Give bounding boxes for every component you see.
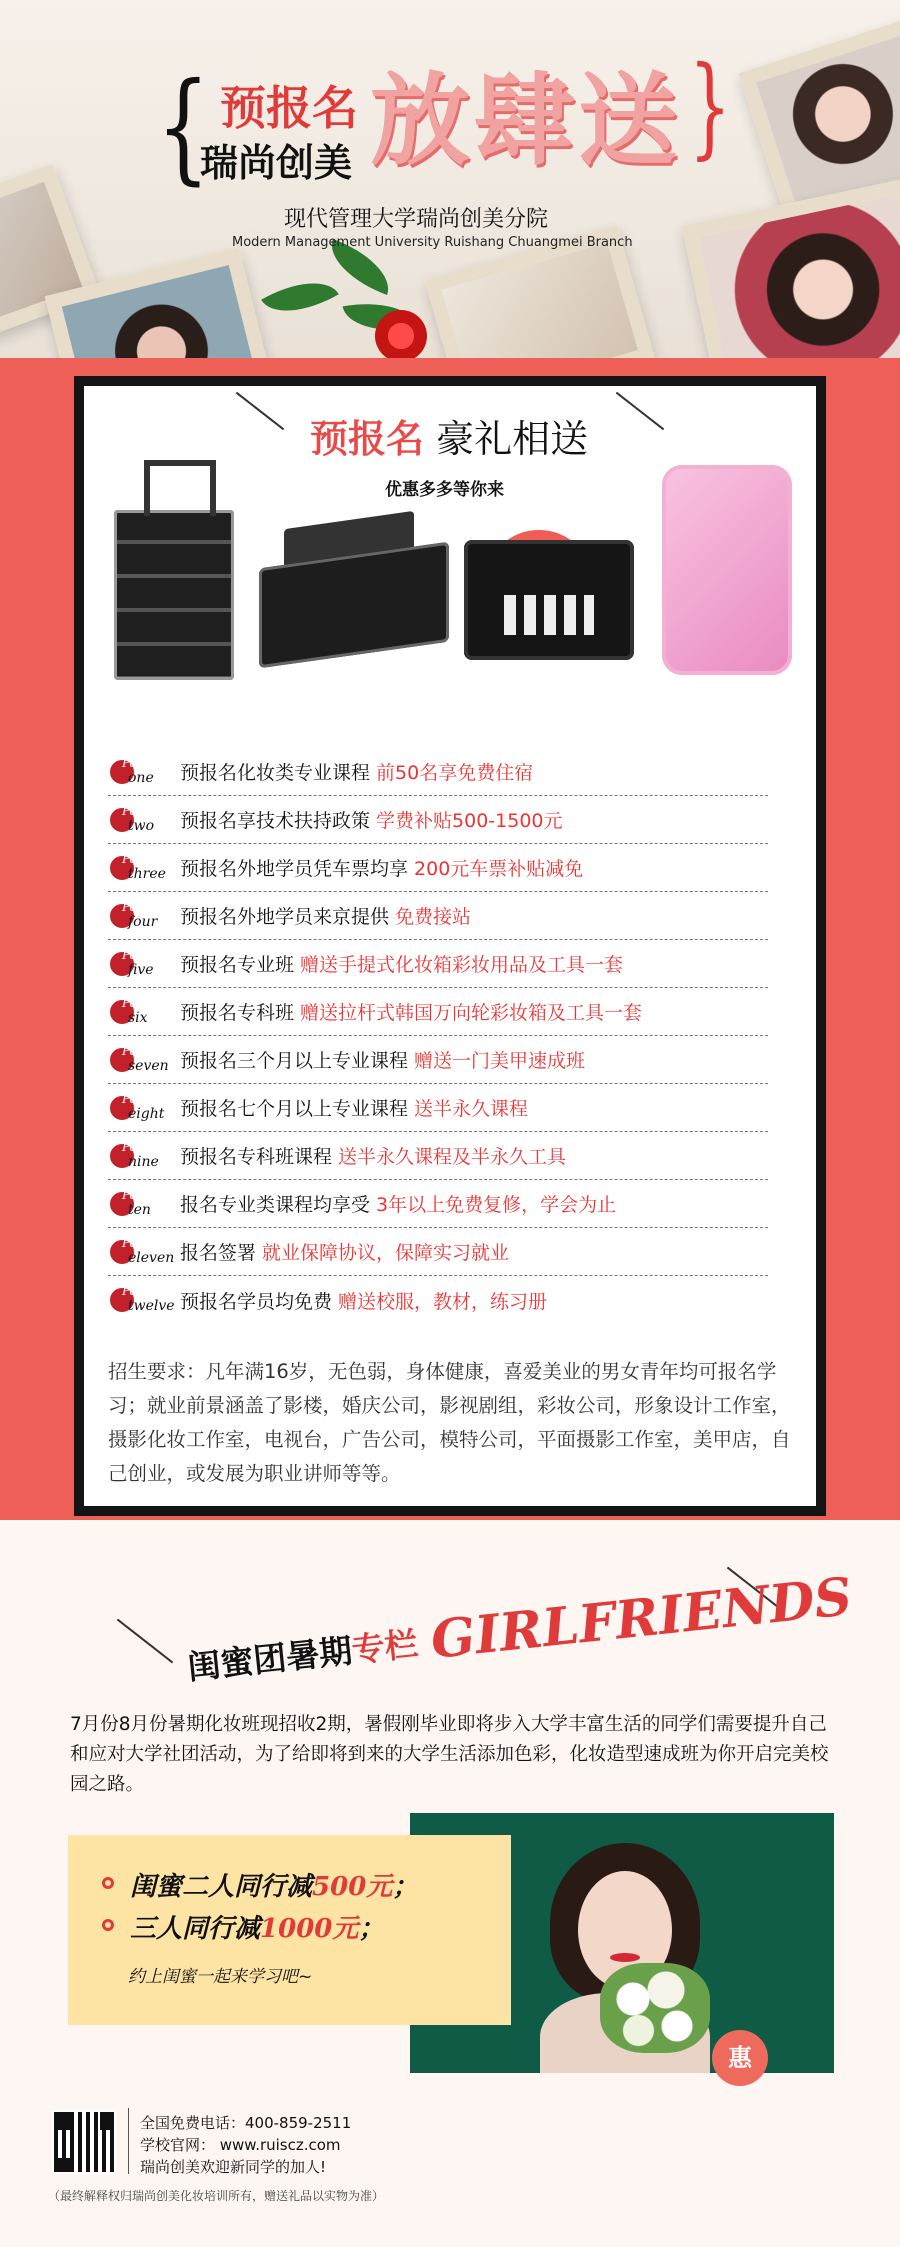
girlfriends-english: GIRLFRIENDS: [427, 1566, 855, 1671]
offer-invite: 约上闺蜜一起来学习吧~: [128, 1967, 313, 1987]
benefit-highlight: 赠送拉杆式韩国万向轮彩妆箱及工具一套: [300, 1002, 643, 1024]
header-line1: 预报名: [220, 81, 358, 135]
bullet-icon: [102, 1877, 114, 1889]
offer-two-people: 闺蜜二人同行减500元；: [130, 1872, 419, 1902]
benefit-text: 预报名三个月以上专业课程: [180, 1050, 409, 1072]
pink-suitcase-image: [662, 465, 792, 675]
part-badge-icon: Part two: [108, 802, 180, 838]
footer-site[interactable]: 学校官网： www.ruiscz.com: [140, 2136, 341, 2154]
brace-icon: {: [156, 58, 210, 197]
part-badge-icon: Part five: [108, 946, 180, 982]
girlfriends-title-black: 闺蜜团暑期: [185, 1630, 354, 1687]
benefit-text: 预报名七个月以上专业课程: [180, 1098, 409, 1120]
list-item: [108, 988, 768, 1036]
list-item: [108, 1180, 768, 1228]
list-item: [108, 748, 768, 796]
qr-code-icon[interactable]: [52, 2110, 116, 2174]
benefit-highlight: 免费接站: [395, 906, 472, 928]
offer-three-people: 三人同行减1000元；: [130, 1914, 385, 1944]
benefit-text: 报名签署: [180, 1242, 257, 1264]
list-item: [108, 940, 768, 988]
gift-title-red: 预报名: [310, 416, 425, 461]
header-big-title: 放肆送: [370, 61, 682, 179]
benefit-highlight: 学费补贴500-1500元: [376, 810, 563, 832]
benefit-text: 预报名享技术扶持政策: [180, 810, 371, 832]
part-badge-icon: Part eight: [108, 1090, 180, 1126]
benefit-highlight: 赠送一门美甲速成班: [414, 1050, 586, 1072]
girlfriends-title: [185, 1618, 420, 1689]
header-banner: [0, 0, 900, 360]
benefit-text: 预报名专科班: [180, 1002, 295, 1024]
footer-welcome: 瑞尚创美欢迎新同学的加人!: [140, 2158, 327, 2176]
enrollment-requirements: 招生要求：凡年满16岁，无色弱，身体健康，喜爱美业的男女青年均可报名学习；就业前景涵盖了影楼，婚庆公司，影视剧组，彩妆公司，形象设计工作室，摄影化妆工作室，电视台，广告公司，模特公司，平面摄影工作室，美甲店，自己创业，或发展为职业讲师等等。: [108, 1360, 791, 1485]
footer-phone: 全国免费电话：400-859-2511: [140, 2114, 352, 2132]
girlfriends-title-red: 专栏: [349, 1624, 420, 1670]
school-name-cn: 现代管理大学瑞尚创美分院: [284, 207, 549, 232]
part-badge-icon: Part ten: [108, 1186, 180, 1222]
gift-subtitle: 优惠多多等你来: [385, 480, 504, 500]
list-item: [108, 1036, 768, 1084]
footer-contact: [140, 2112, 351, 2178]
part-badge-icon: Part nine: [108, 1138, 180, 1174]
list-item: [108, 1084, 768, 1132]
header-line2: 瑞尚创美: [200, 140, 353, 185]
part-badge-icon: Part six: [108, 994, 180, 1030]
part-badge-icon: Part four: [108, 898, 180, 934]
girlfriends-intro: 7月份8月份暑期化妆班现招收2期，暑假刚毕业即将步入大学丰富生活的同学们需要提升自己和应对大学社团活动，为了给即将到来的大学生活添加色彩，化妆造型速成班为你开启完美校园之路。: [70, 1714, 829, 1795]
benefit-highlight: 3年以上免费复修，学会为止: [376, 1194, 617, 1216]
list-item: [108, 796, 768, 844]
benefit-highlight: 赠送手提式化妆箱彩妆用品及工具一套: [300, 954, 624, 976]
benefit-list: [108, 748, 768, 1324]
footer-note: （最终解释权归瑞尚创美化妆培训所有，赠送礼品以实物为准）: [48, 2189, 385, 2203]
benefit-text: 预报名外地学员凭车票均享: [180, 858, 409, 880]
part-badge-icon: Part one: [108, 754, 180, 790]
bottles-image: [504, 595, 594, 635]
benefit-text: 报名专业类课程均享受: [180, 1194, 371, 1216]
photo-frame: [682, 178, 900, 360]
school-name-en: Modern Management University Ruishang Chuangmei Branch: [232, 235, 633, 250]
benefit-highlight: 200元车票补贴减免: [414, 858, 584, 880]
list-item: [108, 844, 768, 892]
benefit-text: 预报名外地学员来京提供: [180, 906, 390, 928]
leaves-decoration: [255, 240, 425, 360]
list-item: [108, 1132, 768, 1180]
benefit-text: 预报名学员均免费: [180, 1290, 333, 1313]
divider: [128, 2108, 129, 2174]
product-images: [84, 410, 816, 715]
brace-icon: }: [689, 42, 731, 170]
benefit-text: 预报名化妆类专业课程: [180, 762, 371, 784]
part-badge-icon: Part three: [108, 850, 180, 886]
part-badge-icon: Part eleven: [108, 1234, 180, 1270]
discount-badge: 惠: [712, 2030, 768, 2086]
benefit-highlight: 就业保障协议，保障实习就业: [262, 1242, 510, 1264]
list-item: [108, 1228, 768, 1276]
bullet-icon: [102, 1919, 114, 1931]
list-item: [108, 1276, 768, 1324]
deco-line: [117, 1619, 173, 1664]
part-badge-icon: Part twelve: [108, 1282, 180, 1318]
benefit-highlight: 送半永久课程: [414, 1098, 529, 1120]
gift-title-black: 豪礼相送: [436, 417, 589, 461]
benefit-highlight: 赠送校服，教材，练习册: [338, 1290, 548, 1313]
part-badge-icon: Part seven: [108, 1042, 180, 1078]
list-item: [108, 892, 768, 940]
benefit-highlight: 前50名享免费住宿: [376, 762, 534, 784]
benefit-text: 预报名专业班: [180, 954, 295, 976]
benefit-text: 预报名专科班课程: [180, 1146, 333, 1168]
trolley-case-image: [114, 510, 234, 680]
bouquet-image: [600, 1963, 710, 2053]
benefit-highlight: 送半永久课程及半永久工具: [338, 1146, 567, 1168]
